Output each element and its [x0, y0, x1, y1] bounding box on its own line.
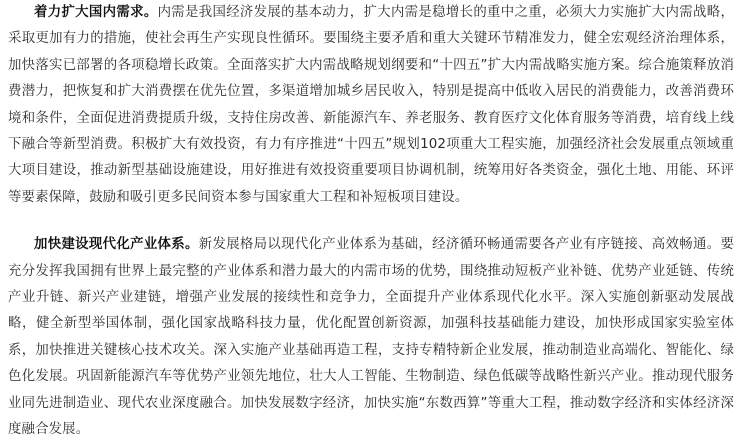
paragraph-domestic-demand — [8, 0, 734, 211]
paragraph-text: 新发展格局以现代化产业体系为基础，经济循环畅通需要各产业有序链接、高效畅通。要充分发挥我国拥有世界上最完整的产业体系和潜力最大的内需市场的优势，围绕推动短板产业补链、优势产业延链、传统产业升链、新兴产业建链，增强产业发展的接续性和竞争力，全面提升产业体系现代化水平。深入实施创新驱动发展战略，健全新型举国体制，强化国家战略科技力量，优化配置创新资源，加强科技基础能力建设，加快形成国家实验室体系，加快推进关键核心技术攻关。深入实施产业基础再造工程，支持专精特新企业发展，推动制造业高端化、智能化、绿色化发展。巩固新能源汽车等优势产业领先地位，壮大人工智能、生物制造、绿色低碳等战略性新兴产业。推动现代服务业同先进制造业、现代农业深度融合。加快发展数字经济，加快实施“东数西算”等重大工程，推动数字经济和实体经济深度融合发展。 — [8, 237, 734, 438]
paragraph-heading: 加快建设现代化产业体系。 — [34, 237, 199, 253]
paragraph-text: 内需是我国经济发展的基本动力，扩大内需是稳增长的重中之重，必须大力实施扩大内需战略，采取更加有力的措施，使社会再生产实现良性循环。要围绕主要矛盾和重大关键环节精准发力，健全宏观经济治理体系，加快落实已部署的各项稳增长政策。全面落实扩大内需战略规划纲要和“十四五”扩大内需战略实施方案。综合施策释放消费潜力，把恢复和扩大消费摆在优先位置，多渠道增加城乡居民收入，特别是提高中低收入居民的消费能力，改善消费环境和条件，全面促进消费提质升级，支持住房改善、新能源汽车、养老服务、教育医疗文化体育服务等消费，培育线上线下融合等新型消费。积极扩大有效投资，有力有序推进“十四五”规划102项重大工程实施，加强经济社会发展重点领域重大项目建设，推动新型基础设施建设，用好推进有效投资重要项目协调机制，统筹用好各类资金，强化土地、用能、环评等要素保障，鼓励和吸引更多民间资本参与国家重大工程和补短板项目建设。 — [8, 5, 734, 205]
paragraph-industrial-system — [8, 232, 734, 443]
paragraph-heading: 着力扩大国内需求。 — [34, 5, 158, 20]
